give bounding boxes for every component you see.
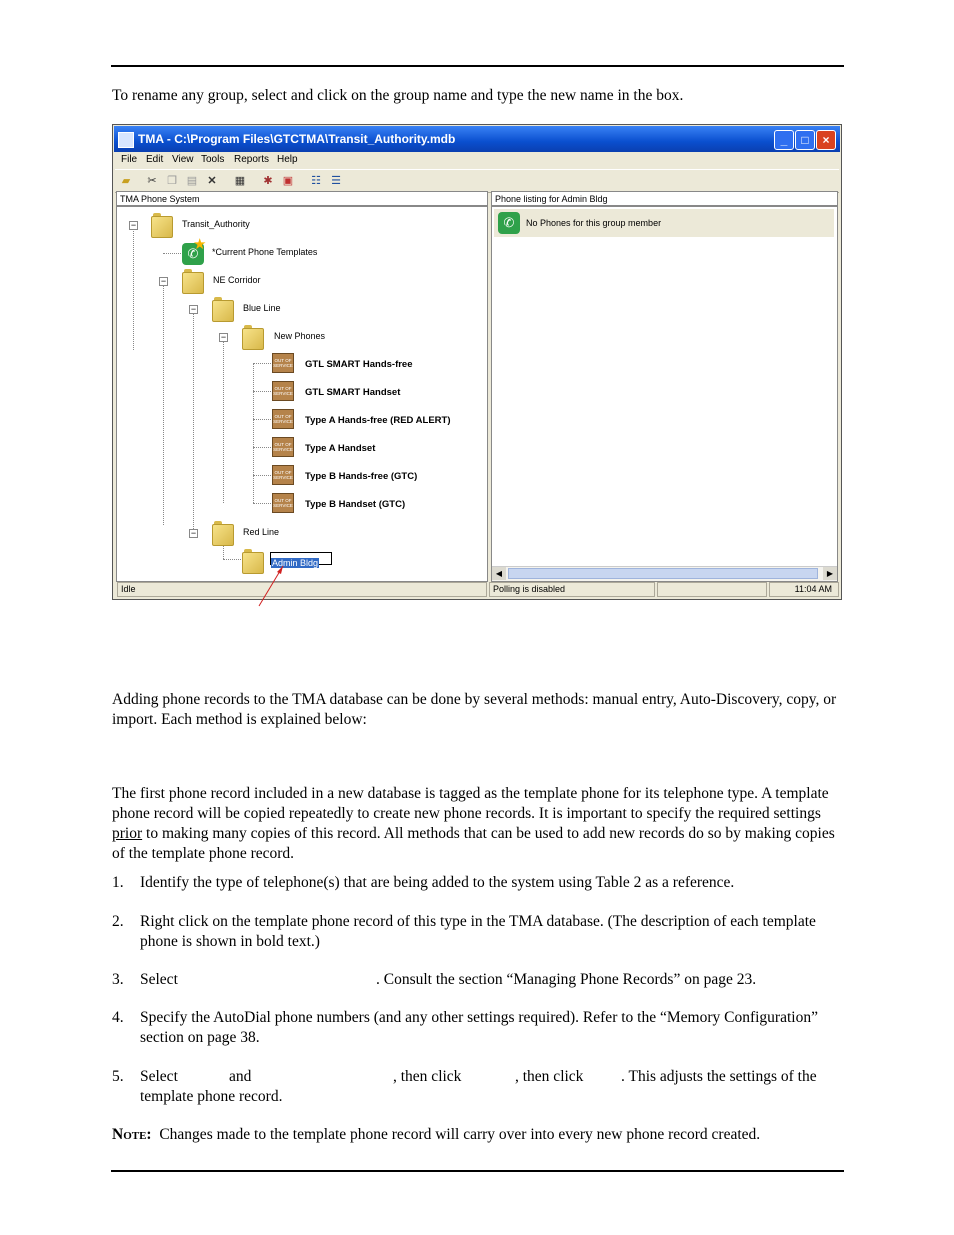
out-of-service-icon: OUT OF SERVICE: [272, 493, 294, 513]
rename-input-text: Admin Bldg: [272, 558, 319, 568]
prior-text: prior: [112, 825, 143, 842]
tree-node-corridor[interactable]: NE Corridor: [213, 275, 261, 285]
title-bar: [114, 126, 840, 152]
tree-pane[interactable]: [116, 206, 488, 582]
import-icon[interactable]: ▣: [282, 175, 294, 187]
menu-view[interactable]: View: [172, 154, 194, 165]
folder-icon: [212, 297, 234, 321]
folder-icon: [242, 325, 264, 349]
tree-node-phone[interactable]: Type B Handset (GTC): [305, 499, 406, 510]
tree-node-phone[interactable]: Type A Hands-free (RED ALERT): [305, 415, 451, 426]
cut-icon[interactable]: ✂: [147, 175, 157, 187]
status-empty: [657, 582, 767, 597]
status-time: 11:04 AM: [769, 582, 839, 597]
star-icon: ★: [193, 236, 207, 253]
expander-blue-line[interactable]: −: [190, 304, 197, 314]
status-polling: Polling is disabled: [489, 582, 655, 597]
scroll-right-button[interactable]: ▶: [823, 567, 837, 580]
out-of-service-icon: OUT OF SERVICE: [272, 353, 294, 373]
folder-icon: [182, 269, 204, 293]
folder-icon: [151, 213, 173, 237]
minimize-button[interactable]: _: [774, 130, 794, 150]
bottom-rule: [111, 1170, 844, 1172]
menu-bar: [115, 152, 839, 169]
delete-icon[interactable]: ✕: [207, 175, 217, 187]
scroll-left-button[interactable]: ◀: [492, 567, 506, 580]
open-icon[interactable]: ▰: [121, 175, 131, 187]
expander-red-line[interactable]: −: [190, 528, 197, 538]
maximize-button[interactable]: □: [795, 130, 815, 150]
out-of-service-icon: OUT OF SERVICE: [272, 409, 294, 429]
tree-node-phone[interactable]: GTL SMART Hands-free: [305, 359, 413, 370]
menu-help[interactable]: Help: [277, 154, 298, 165]
tree-node-root[interactable]: Transit_Authority: [182, 219, 250, 229]
copy-icon[interactable]: ❐: [167, 175, 177, 187]
out-of-service-icon: OUT OF SERVICE: [272, 437, 294, 457]
status-bar: [115, 582, 839, 597]
tree-node-red-line[interactable]: Red Line: [243, 527, 280, 537]
tree-node-new-phones[interactable]: New Phones: [274, 331, 326, 341]
left-pane-header: TMA Phone System: [116, 191, 488, 206]
status-idle: Idle: [117, 582, 487, 597]
no-phones-row: [494, 209, 834, 237]
tree-node-templates[interactable]: *Current Phone Templates: [212, 247, 318, 257]
tree-node-blue-line[interactable]: Blue Line: [243, 303, 281, 313]
right-pane-header: Phone listing for Admin Bldg: [491, 191, 838, 206]
scroll-thumb[interactable]: [508, 568, 818, 579]
template-phone-icon: ✆: [182, 243, 204, 265]
discover-icon[interactable]: ✱: [263, 175, 273, 187]
phone-listing-pane[interactable]: [491, 206, 838, 582]
close-button[interactable]: ×: [816, 130, 836, 150]
annotation-arrow: [255, 560, 295, 610]
phone-icon: ✆: [498, 212, 520, 234]
out-of-service-icon: OUT OF SERVICE: [272, 465, 294, 485]
note: [112, 1125, 844, 1145]
tma-window-screenshot: [112, 124, 842, 600]
tree-node-phone[interactable]: GTL SMART Handset: [305, 387, 401, 398]
note-label: Note:: [112, 1126, 152, 1143]
horizontal-scrollbar[interactable]: [492, 566, 837, 581]
out-of-service-icon: OUT OF SERVICE: [272, 381, 294, 401]
toolbar: [115, 169, 839, 193]
menu-edit[interactable]: Edit: [146, 154, 164, 165]
expander-corridor[interactable]: −: [160, 276, 167, 286]
window-title: TMA - C:\Program Files\GTCTMA\Transit_Authority.mdb: [138, 132, 456, 146]
tree-collapse-icon[interactable]: ☷: [311, 175, 321, 187]
menu-file[interactable]: File: [121, 154, 138, 165]
tree-node-phone[interactable]: Type A Handset: [305, 443, 376, 454]
menu-reports[interactable]: Reports: [234, 154, 270, 165]
tree-expand-icon[interactable]: ☰: [331, 175, 341, 187]
top-rule: [111, 65, 844, 67]
no-phones-message: No Phones for this group member: [526, 218, 662, 228]
expander-new-phones[interactable]: −: [220, 332, 227, 342]
template-text: The first phone record included in a new database is tagged as the template phone for its telephone type. A template phone record will be copied repeatedly to create new phone records. It is important to specify the required settings prior to making many copies of this record. All methods that can be used to add new records do so by making copies of the template phone record.: [112, 785, 835, 862]
note-text: Changes made to the template phone record will carry over into every new phone record created.: [159, 1126, 761, 1143]
expander-root[interactable]: −: [130, 220, 137, 230]
app-icon: [118, 132, 134, 148]
folder-icon: [212, 521, 234, 545]
properties-icon[interactable]: ▦: [234, 175, 246, 187]
tree-node-phone[interactable]: Type B Hands-free (GTC): [305, 471, 418, 482]
menu-tools[interactable]: Tools: [201, 154, 225, 165]
intro-text: To rename any group, select and click on the group name and type the new name in the box.: [112, 87, 684, 104]
paste-icon[interactable]: ▤: [186, 175, 198, 187]
adding-records-text: Adding phone records to the TMA database can be done by several methods: manual entry, Auto-Discovery, copy, or import. Each method is explained below:: [112, 691, 837, 728]
